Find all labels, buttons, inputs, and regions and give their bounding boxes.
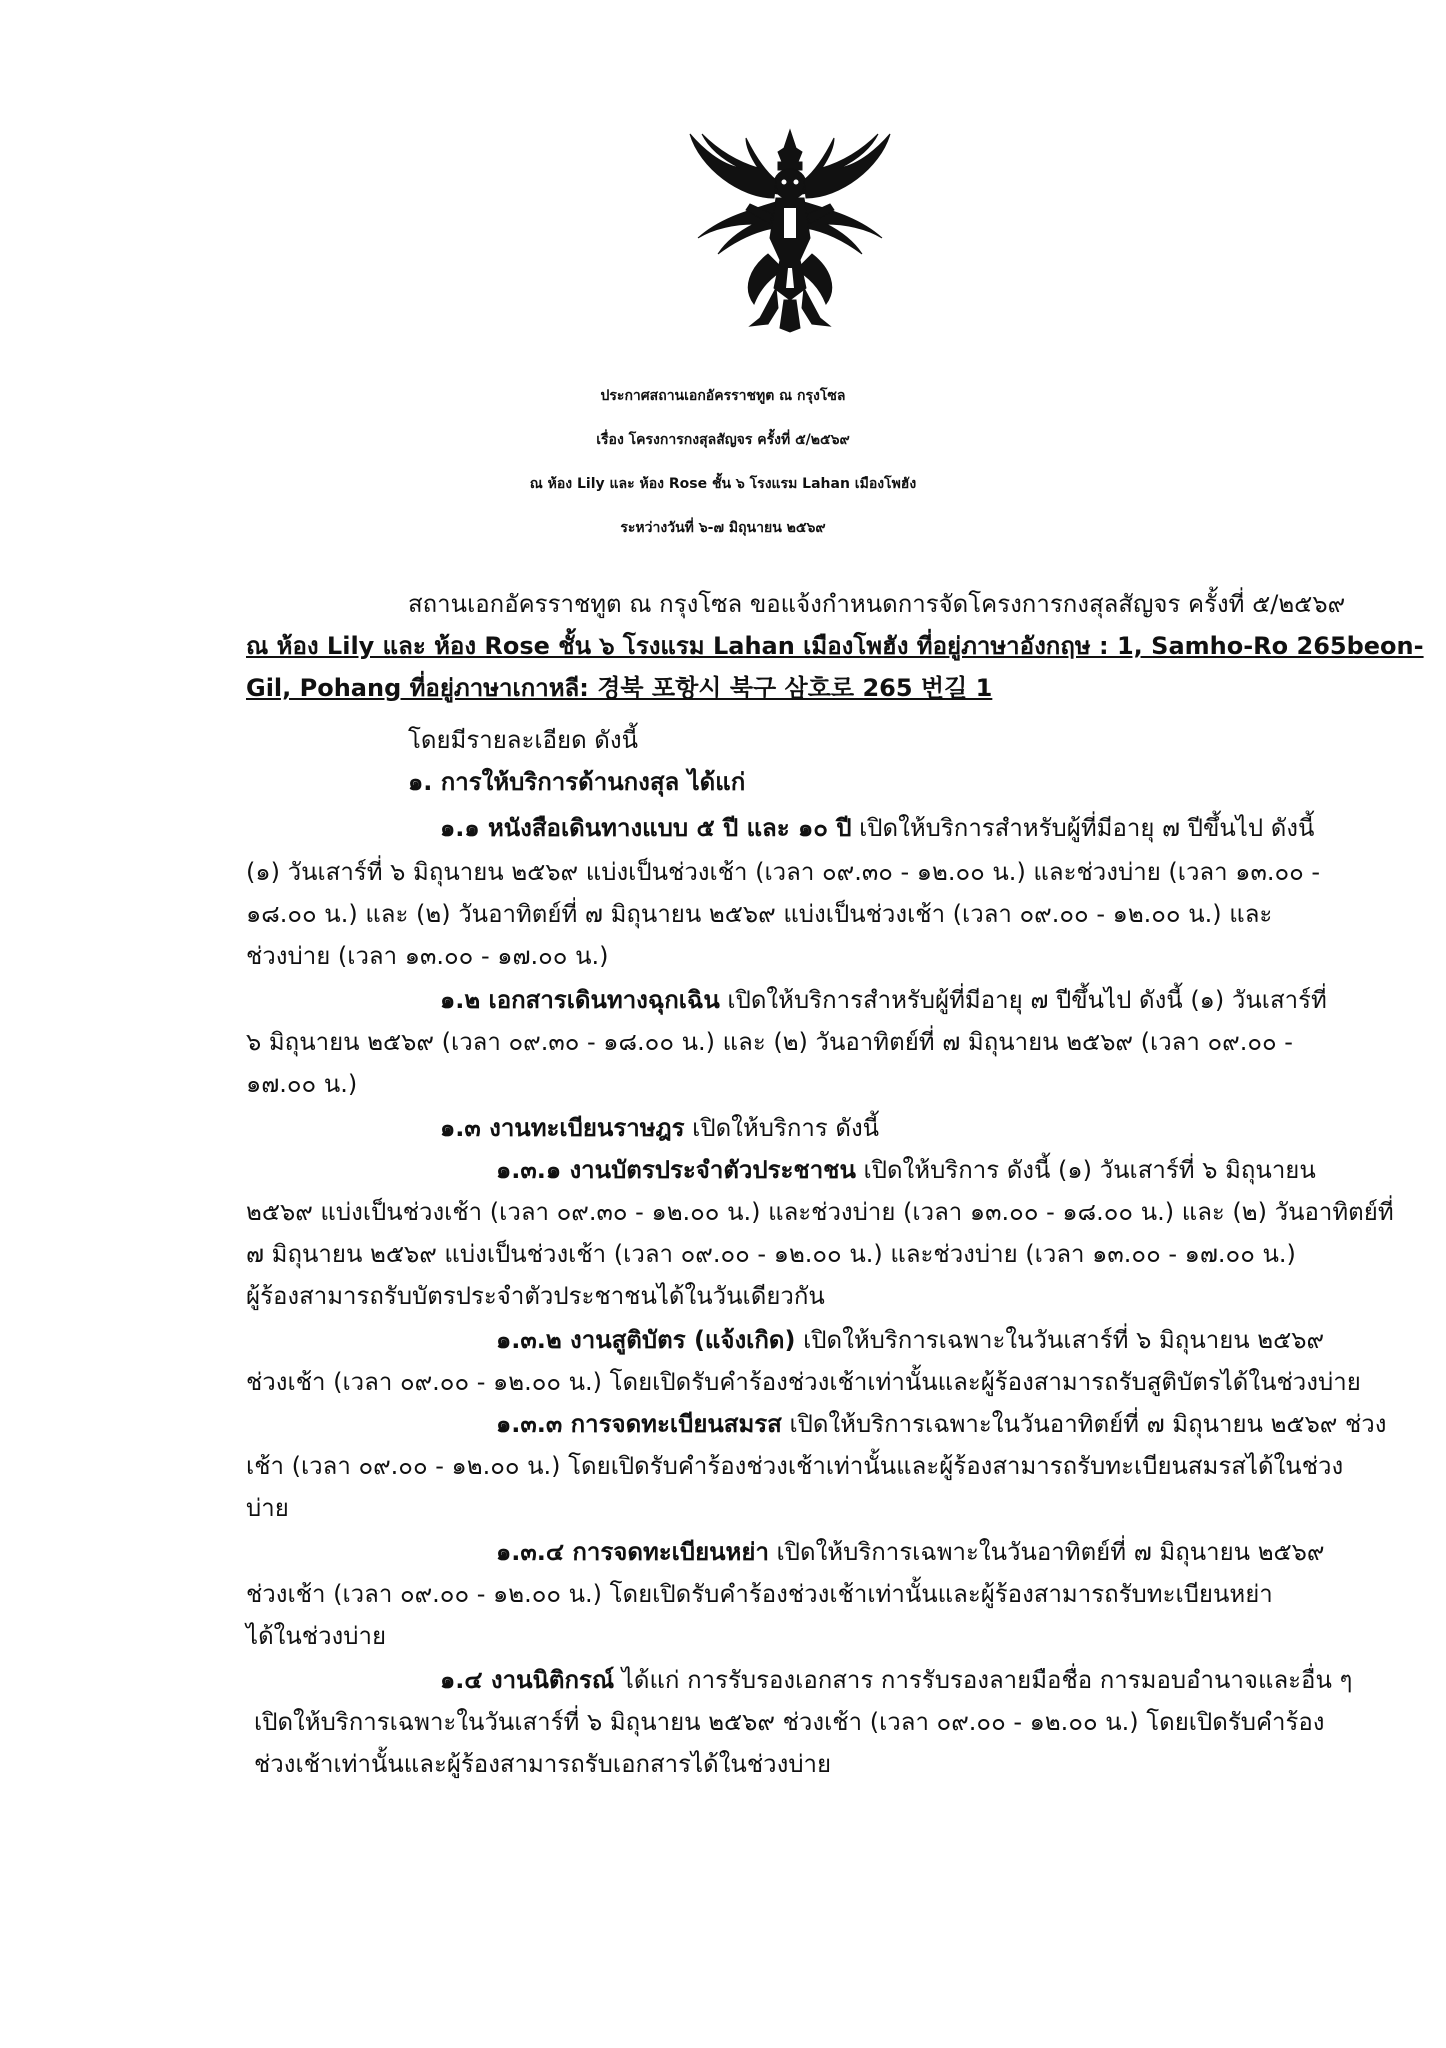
section-1-title: ๑. การให้บริการด้านกงสุล ได้แก่ [408, 768, 746, 796]
garuda-emblem-icon [680, 128, 900, 333]
item-1-3-4-line-2: ช่วงเช้า (เวลา ๐๙.๐๐ - ๑๒.๐๐ น.) โดยเปิดรับคำร้องช่วงเช้าเท่านั้นและผู้ร้องสามารถรับทะเบียนหย่า [246, 1580, 1273, 1608]
intro-line-4: โดยมีรายละเอียด ดังนี้ [408, 726, 638, 754]
header-line-2: เรื่อง โครงการกงสุลสัญจร ครั้งที่ ๕/๒๕๖๙ [596, 432, 850, 448]
item-1-2-line-1: ๑.๒ เอกสารเดินทางฉุกเฉิน เปิดให้บริการสำหรับผู้ที่มีอายุ ๗ ปีขึ้นไป ดังนี้ (๑) วันเสาร์ที่ [440, 986, 1327, 1014]
item-1-3-1-line-4: ผู้ร้องสามารถรับบัตรประจำตัวประชาชนได้ในวันเดียวกัน [246, 1282, 825, 1310]
item-1-3-3-line-2: เช้า (เวลา ๐๙.๐๐ - ๑๒.๐๐ น.) โดยเปิดรับคำร้องช่วงเช้าเท่านั้นและผู้ร้องสามารถรับทะเบียนสมรสได้ในช่วง [246, 1452, 1344, 1480]
item-1-4-line-1: ๑.๔ งานนิติกรณ์ ได้แก่ การรับรองเอกสาร การรับรองลายมือชื่อ การมอบอำนาจและอื่น ๆ [440, 1666, 1353, 1694]
item-1-1-line-1: ๑.๑ หนังสือเดินทางแบบ ๕ ปี และ ๑๐ ปี เปิดให้บริการสำหรับผู้ที่มีอายุ ๗ ปีขึ้นไป ดังนี้ [440, 814, 1315, 842]
header-line-1: ประกาศสถานเอกอัครราชทูต ณ กรุงโซล [600, 388, 846, 404]
item-1-3-line-1: ๑.๓ งานทะเบียนราษฎร เปิดให้บริการ ดังนี้ [440, 1114, 880, 1142]
item-1-3-3-line-3: บ่าย [246, 1494, 289, 1522]
item-1-3-3-heading: ๑.๓.๓ การจดทะเบียนสมรส [496, 1410, 782, 1438]
item-1-3-1-line-3: ๗ มิถุนายน ๒๕๖๙ แบ่งเป็นช่วงเช้า (เวลา ๐๙.๐๐ - ๑๒.๐๐ น.) และช่วงบ่าย (เวลา ๑๓.๐๐ - ๑๗.๐๐ น.) [246, 1240, 1296, 1268]
item-1-4-heading: ๑.๔ งานนิติกรณ์ [440, 1666, 615, 1694]
item-1-3-1-line-1: ๑.๓.๑ งานบัตรประจำตัวประชาชน เปิดให้บริการ ดังนี้ (๑) วันเสาร์ที่ ๖ มิถุนายน [496, 1156, 1316, 1184]
item-1-4-line-2: เปิดให้บริการเฉพาะในวันเสาร์ที่ ๖ มิถุนายน ๒๕๖๙ ช่วงเช้า (เวลา ๐๙.๐๐ - ๑๒.๐๐ น.) โดยเปิดรับคำร้อง [254, 1708, 1325, 1736]
item-1-3-2-heading: ๑.๓.๒ งานสูติบัตร (แจ้งเกิด) [496, 1326, 796, 1354]
item-1-1-line-2: (๑) วันเสาร์ที่ ๖ มิถุนายน ๒๕๖๙ แบ่งเป็นช่วงเช้า (เวลา ๐๙.๓๐ - ๑๒.๐๐ น.) และช่วงบ่าย (เวลา ๑๓.๐๐ - [246, 858, 1321, 886]
header-line-3: ณ ห้อง Lily และ ห้อง Rose ชั้น ๖ โรงแรม Lahan เมืองโพฮัง [529, 476, 917, 492]
item-1-3-4-heading: ๑.๓.๔ การจดทะเบียนหย่า [496, 1538, 769, 1566]
item-1-3-4-line-1: ๑.๓.๔ การจดทะเบียนหย่า เปิดให้บริการเฉพาะในวันอาทิตย์ที่ ๗ มิถุนายน ๒๕๖๙ [496, 1538, 1325, 1566]
item-1-3-heading: ๑.๓ งานทะเบียนราษฎร [440, 1114, 685, 1142]
item-1-3-4-line-3: ได้ในช่วงบ่าย [246, 1622, 387, 1650]
header-line-4: ระหว่างวันที่ ๖-๗ มิถุนายน ๒๕๖๙ [620, 520, 826, 536]
intro-line-2: ณ ห้อง Lily และ ห้อง Rose ชั้น ๖ โรงแรม Lahan เมืองโพฮัง ที่อยู่ภาษาอังกฤษ : 1, Samho-Ro 265beon- [246, 632, 1424, 660]
item-1-1-line-3: ๑๘.๐๐ น.) และ (๒) วันอาทิตย์ที่ ๗ มิถุนายน ๒๕๖๙ แบ่งเป็นช่วงเช้า (เวลา ๐๙.๐๐ - ๑๒.๐๐ น.) และ [246, 900, 1273, 928]
item-1-3-2-line-1: ๑.๓.๒ งานสูติบัตร (แจ้งเกิด) เปิดให้บริการเฉพาะในวันเสาร์ที่ ๖ มิถุนายน ๒๕๖๙ [496, 1326, 1325, 1354]
item-1-2-heading: ๑.๒ เอกสารเดินทางฉุกเฉิน [440, 986, 720, 1014]
item-1-3-2-line-2: ช่วงเช้า (เวลา ๐๙.๐๐ - ๑๒.๐๐ น.) โดยเปิดรับคำร้องช่วงเช้าเท่านั้นและผู้ร้องสามารถรับสูติบัตรได้ในช่วงบ่าย [246, 1368, 1361, 1396]
intro-line-3: Gil, Pohang ที่อยู่ภาษาเกาหลี: 경북 포항시 북구 삼호로 265 번길 1 [246, 674, 993, 702]
item-1-2-line-2: ๖ มิถุนายน ๒๕๖๙ (เวลา ๐๙.๓๐ - ๑๘.๐๐ น.) และ (๒) วันอาทิตย์ที่ ๗ มิถุนายน ๒๕๖๙ (เวลา ๐๙.๐๐ - [246, 1028, 1293, 1056]
item-1-2-line-3: ๑๗.๐๐ น.) [246, 1070, 358, 1098]
intro-line-1: สถานเอกอัครราชทูต ณ กรุงโซล ขอแจ้งกำหนดการจัดโครงการกงสุลสัญจร ครั้งที่ ๕/๒๕๖๙ [408, 590, 1346, 618]
item-1-1-heading: ๑.๑ หนังสือเดินทางแบบ ๕ ปี และ ๑๐ ปี [440, 814, 852, 842]
item-1-3-1-heading: ๑.๓.๑ งานบัตรประจำตัวประชาชน [496, 1156, 856, 1184]
item-1-3-1-line-2: ๒๕๖๙ แบ่งเป็นช่วงเช้า (เวลา ๐๙.๓๐ - ๑๒.๐๐ น.) และช่วงบ่าย (เวลา ๑๓.๐๐ - ๑๘.๐๐ น.) และ (๒) วันอาทิตย์ที่ [246, 1198, 1394, 1226]
item-1-1-line-4: ช่วงบ่าย (เวลา ๑๓.๐๐ - ๑๗.๐๐ น.) [246, 942, 609, 970]
item-1-4-line-3: ช่วงเช้าเท่านั้นและผู้ร้องสามารถรับเอกสารได้ในช่วงบ่าย [254, 1750, 832, 1778]
item-1-3-3-line-1: ๑.๓.๓ การจดทะเบียนสมรส เปิดให้บริการเฉพาะในวันอาทิตย์ที่ ๗ มิถุนายน ๒๕๖๙ ช่วง [496, 1410, 1387, 1438]
